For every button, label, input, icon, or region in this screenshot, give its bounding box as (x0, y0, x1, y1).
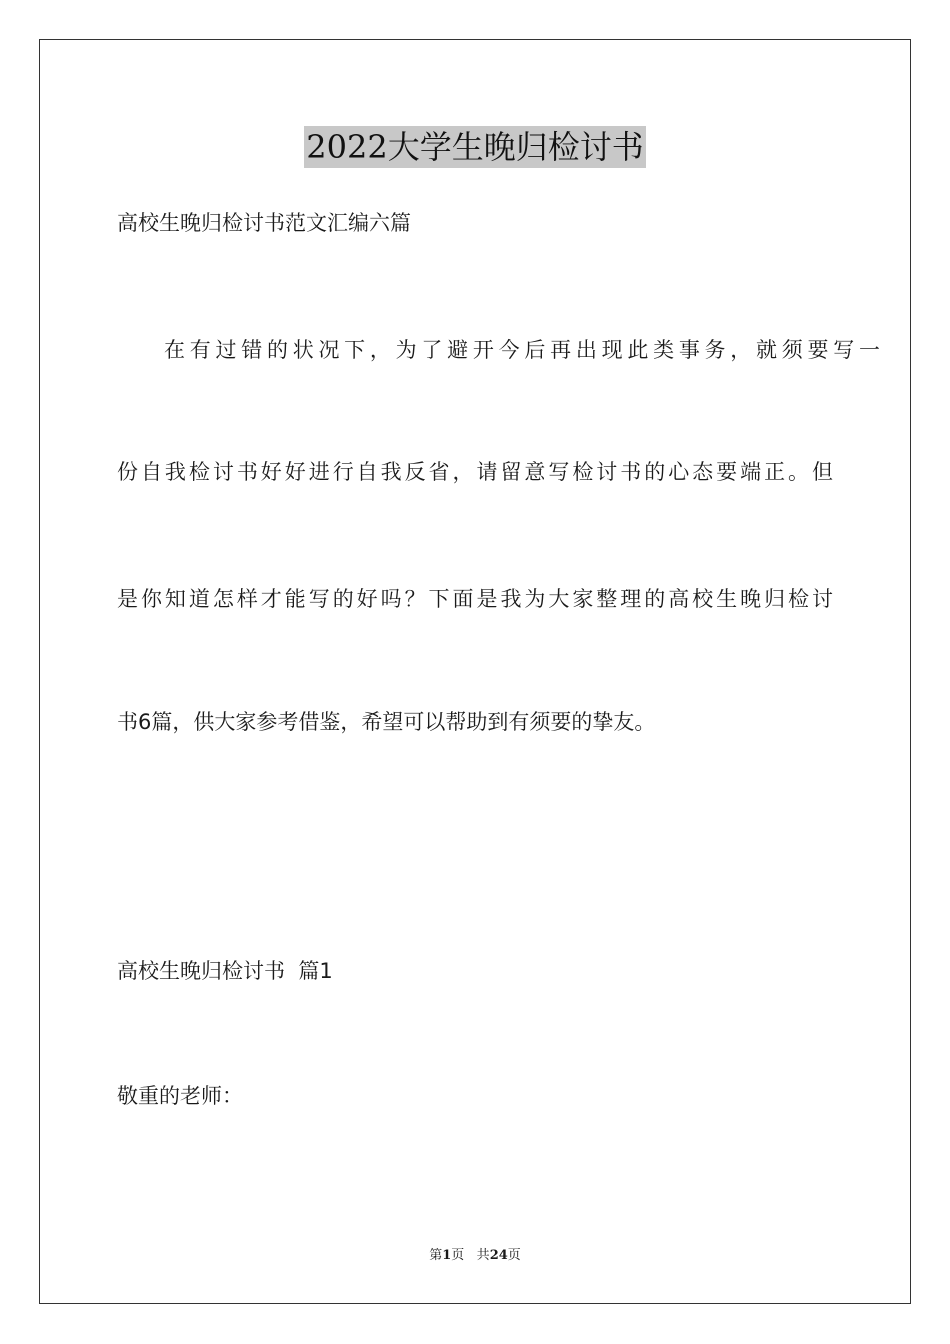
footer-page-suffix: 页 (451, 1248, 465, 1263)
section-heading: 高校生晚归检讨书 篇1 (117, 959, 333, 983)
footer-page-prefix: 第 (429, 1248, 443, 1263)
document-subtitle: 高校生晚归检讨书范文汇编六篇 (117, 211, 411, 235)
title-container (0, 126, 950, 168)
salutation: 敬重的老师： (117, 1084, 243, 1108)
footer-page-total: 24 (489, 1248, 508, 1263)
intro-line-4: 书6篇，供大家参考借鉴，希望可以帮助到有须要的挚友。 (117, 710, 656, 734)
intro-line-2: 份自我检讨书好好进行自我反省，请留意写检讨书的心态要端正。但 (117, 460, 833, 484)
footer-total-suffix: 页 (507, 1248, 521, 1263)
intro-line-1: 在有过错的状况下，为了避开今后再出现此类事务，就须要写一 (164, 338, 880, 362)
footer-total-prefix: 共 (476, 1248, 490, 1263)
footer-page-current: 1 (442, 1248, 452, 1263)
page-footer (0, 1247, 950, 1265)
document-title: 2022大学生晚归检讨书 (306, 128, 644, 166)
intro-line-3: 是你知道怎样才能写的好吗？下面是我为大家整理的高校生晚归检讨 (117, 587, 833, 611)
